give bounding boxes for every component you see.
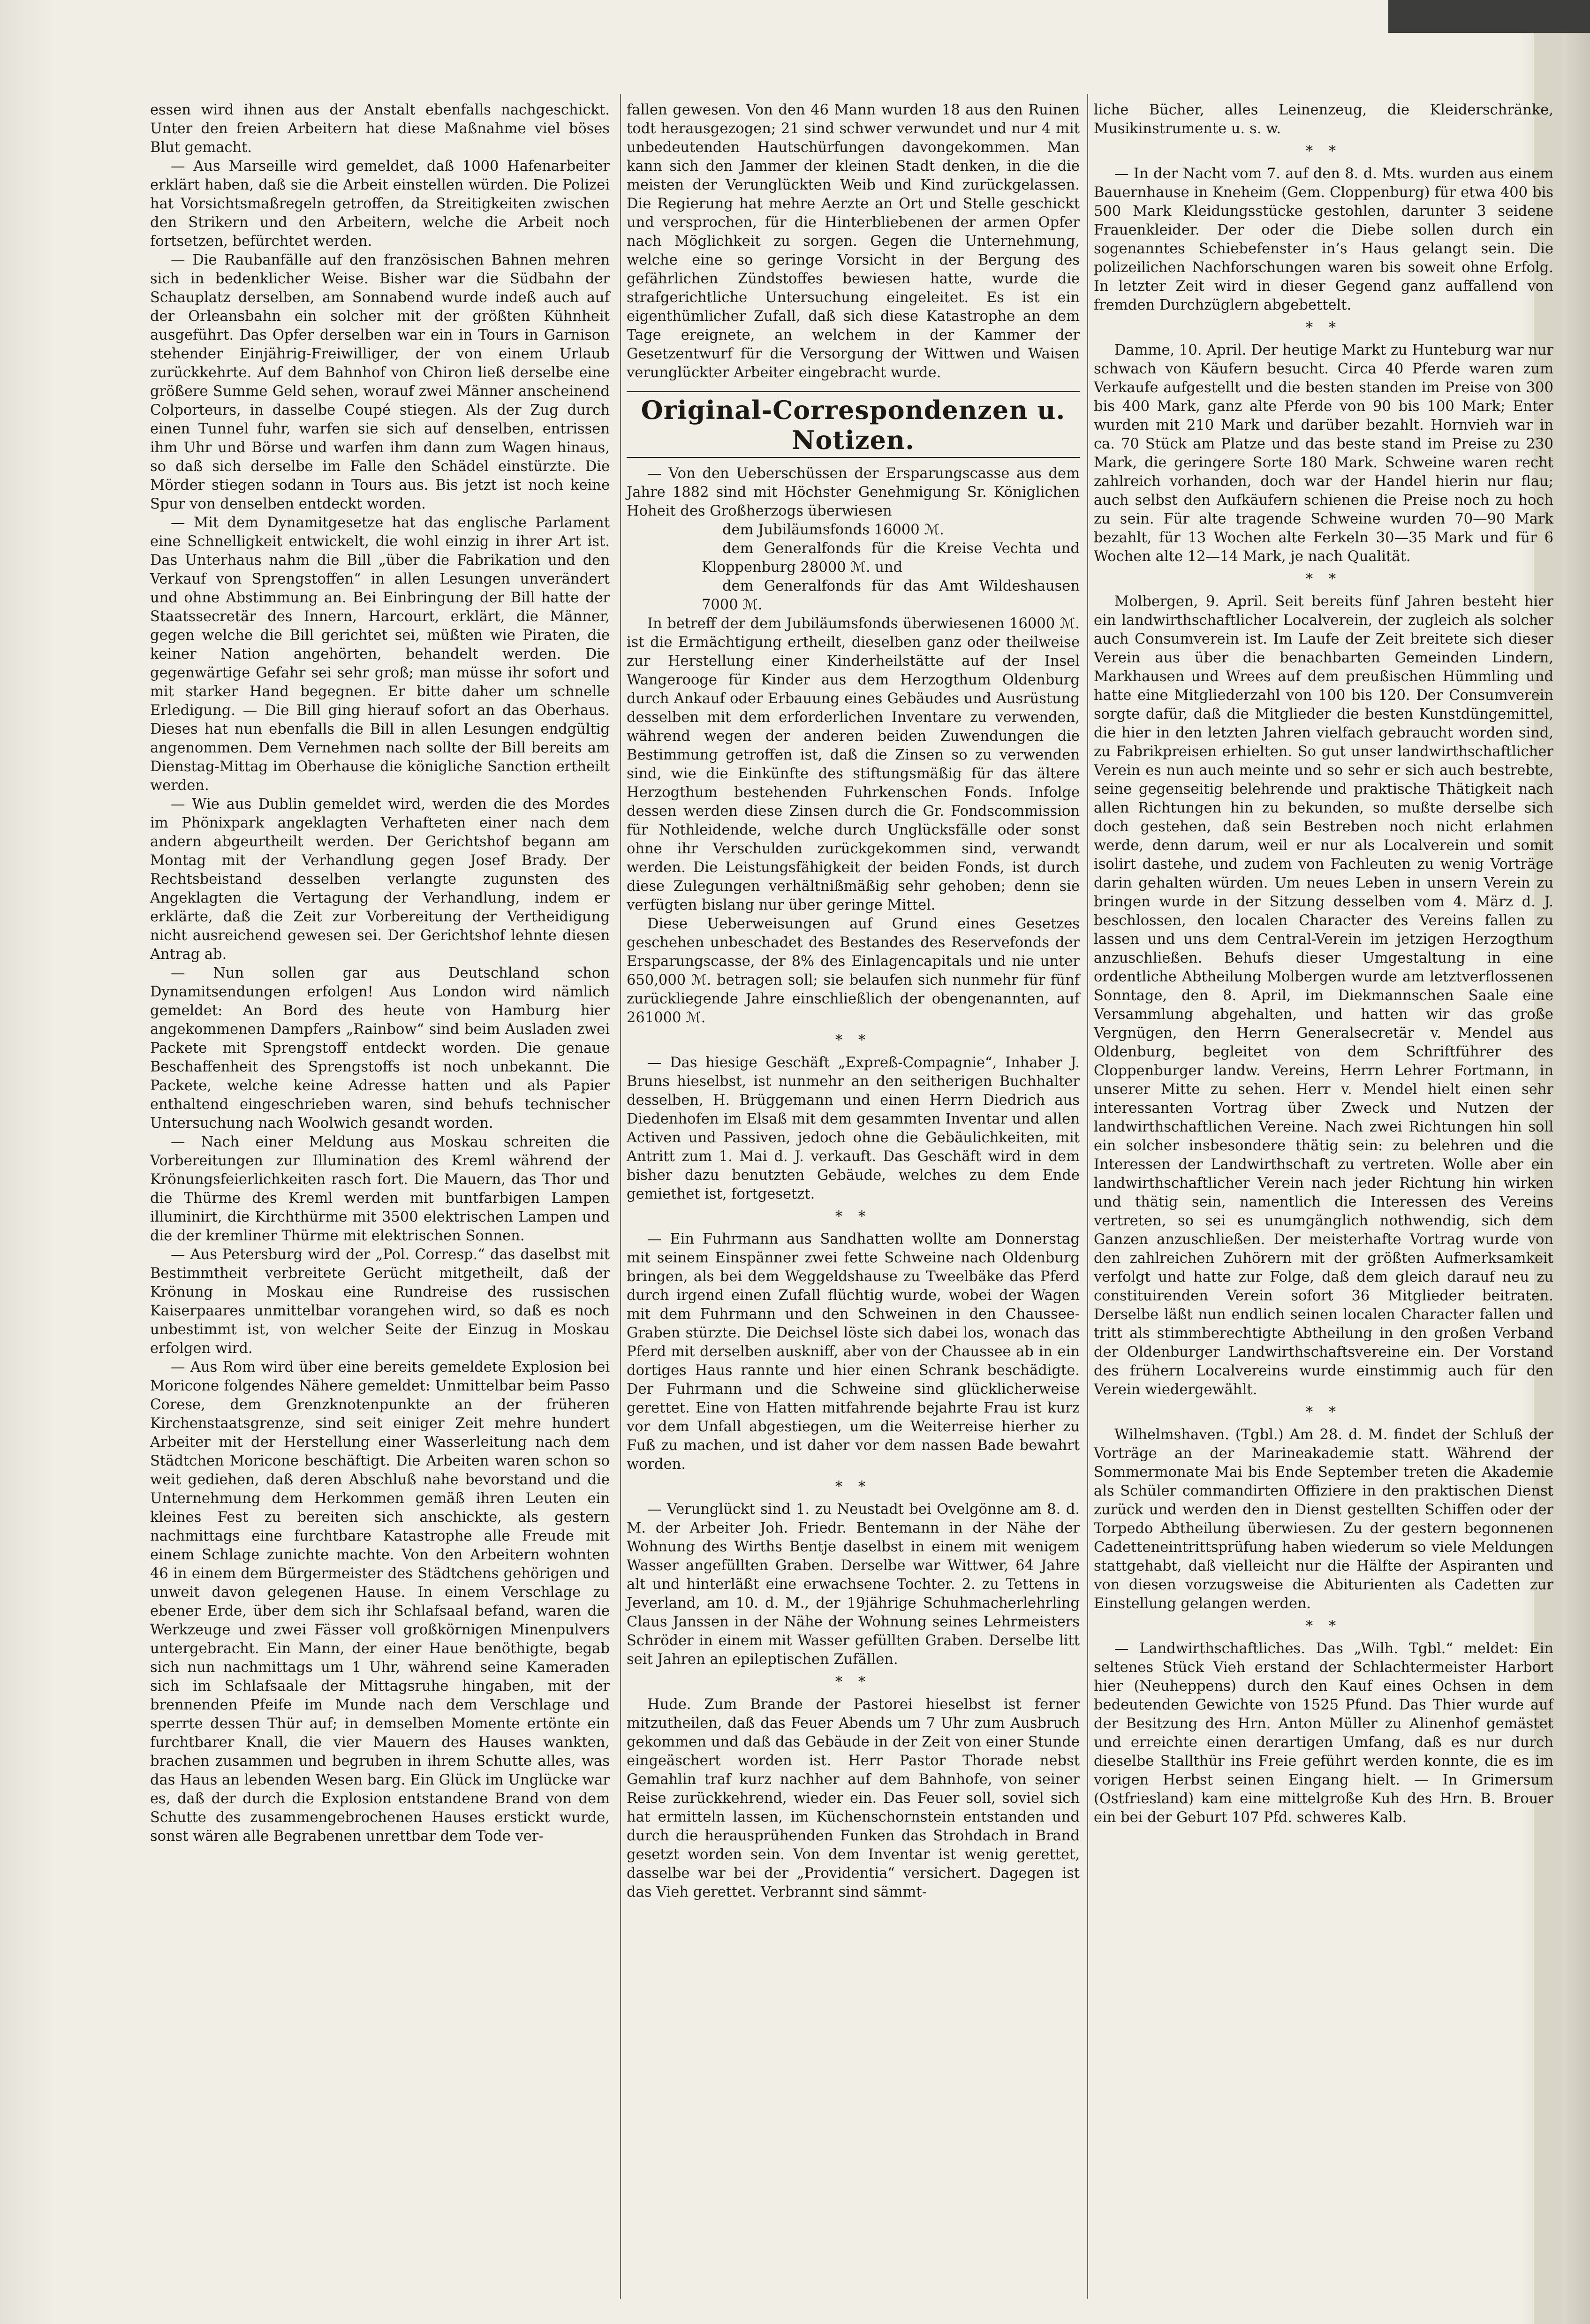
paragraph: Wilhelmshaven. (Tgbl.) Am 28. d. M. findet der Schluß der Vorträge an der Marineakademie statt. Während der Sommermonate Mai bis Ende September treten die Akademie als Schüler commandirten Offiziere in den praktischen Dienst zurück und werden den in Dienst gestellten Schiffen oder der Torpedo Abtheilung überwiesen. Zu der gestern begonnenen Cadetteneintrittsprüfung haben wiederum so viele Meldungen stattgehabt, daß vielleicht nur die Hälfte der Aspiranten und von diesen vorzugsweise die Abiturienten als Cadetten zur Einstellung gelangen werden. [1094, 1427, 1553, 1612]
separator: * * [1305, 571, 1342, 587]
heading-rule [627, 391, 1080, 392]
paragraph: — Mit dem Dynamitgesetze hat das englische Parlament eine Schnelligkeit entwickelt, die wohl einzig in ihrer Art ist. Das Unterhaus nahm die Bill „über die Fabrikation und den Verkauf von Sprengstoffen“ in allen Lesungen unverändert und ohne Abstimmung an. Bei Einbringung der Bill hatte der Staatssecretär des Innern, Harcourt, erklärt, die Männer, gegen welche die Bill gerichtet sei, müßten wie Piraten, die keiner Nation angehörten, behandelt werden. Die gegenwärtige Gefahr sei sehr groß; man müsse ihr sofort und mit starker Hand begegnen. Er bitte daher um schnelle Erledigung. — Die Bill ging hierauf sofort an das Oberhaus. Dieses hat nun ebenfalls die Bill in allen Lesungen endgültig angenommen. Dem Vernehmen nach sollte der Bill bereits am Dienstag-Mittag im Oberhause die königliche Sanction ertheilt werden. [150, 515, 610, 794]
paragraph: — Verunglückt sind 1. zu Neustadt bei Ovelgönne am 8. d. M. der Arbeiter Joh. Friedr. Bentemann in der Nähe der Wohnung des Wirths Bentje daselbst in einem mit wenigem Wasser angefüllten Graben. Derselbe war Wittwer, 64 Jahre alt und hinterläßt eine erwachsene Tochter. 2. zu Tettens in Jeverland, am 10. d. M., der 19jährige Schuhmacherlehrling Claus Janssen in der Nähe der Wohnung seines Lehrmeisters Schröder in einem mit Wasser gefüllten Graben. Derselbe litt seit Jahren an epileptischen Zufällen. [627, 1501, 1080, 1668]
paragraph: — Das hiesige Geschäft „Expreß-Compagnie“, Inhaber J. Bruns hieselbst, ist nunmehr an den seitherigen Buchhalter desselben, H. Brüggemann und einen Herrn Diedrich aus Diedenhofen im Elsaß mit dem gesammten Inventar und allen Activen und Passiven, jedoch ohne die Gebäulichkeiten, mit Antritt zum 1. Mai d. J. verkauft. Das Geschäft wird in dem bisher dazu benutzten Gebäude, welches zu dem Ende gemiethet ist, fortgesetzt. [627, 1055, 1080, 1202]
fund-line: dem Generalfonds für die Kreise Vechta und Kloppenburg 28000 ℳ. und [702, 540, 1080, 576]
paragraph: Molbergen, 9. April. Seit bereits fünf Jahren besteht hier ein landwirthschaftlicher Localverein, der zugleich als solcher auch Consumverein ist. Im Laufe der Zeit breitete sich dieser Verein aus über die benachbarten Gemeinden Lindern, Markhausen und Wrees auf dem preußischen Hümmling und hatte eine Mitgliederzahl von 100 bis 120. Der Consumverein sorgte dafür, daß die Mitglieder die besten Kunstdüngemittel, die hier in den letzten Jahren vielfach gebraucht worden sind, zu Fabrikpreisen erhielten. So gut unser landwirthschaftlicher Verein es nun auch meinte und so sehr er sich auch bestrebte, seine gegenseitig belehrende und praktische Thätigkeit nach allen Richtungen hin zu bekunden, so mußte derselbe sich doch gestehen, daß sein Bestreben noch nicht erlahmen werde, denn darum, weil er nur als Localverein und somit isolirt dastehe, und zudem von Fachleuten zu wenig Vorträge darin gehalten würden. Um neues Leben in unsern Verein zu bringen wurde in der Sitzung desselben vom 4. März d. J. beschlossen, den localen Character des Vereins fallen zu lassen und uns dem Central-Verein im jetzigen Herzogthum anzuschließen. Behufs dieser Umgestaltung in eine ordentliche Abtheilung Molbergen wurde am letztverflossenen Sonntage, den 8. April, im Diekmannschen Saale eine Versammlung abgehalten, und hatten wir das große Vergnügen, den Herrn Generalsecretär v. Mendel aus Oldenburg, begleitet von dem Schriftführer des Cloppenburger landw. Vereins, Herrn Lehrer Fortmann, in unserer Mitte zu sehen. Herr v. Mendel hielt einen sehr interessanten Vortrag über Zweck und Nutzen der landwirthschaftlichen Vereine. Nach zwei Richtungen hin soll ein solcher insbesondere thätig sein: zu belehren und die Interessen der Landwirthschaft zu vertreten. Wolle aber ein landwirthschaftlicher Verein nach jeder Richtung hin wirken und thätig sein, namentlich die Interessen des Vereins vertreten, so sei es unumgänglich nothwendig, sich dem Ganzen anzuschließen. Der meisterhafte Vortrag wurde von den zahlreichen Zuhörern mit der größten Aufmerksamkeit verfolgt und hatte zur Folge, daß dem gleich darauf neu zu constituirenden Verein sofort 36 Mitglieder beitraten. Derselbe läßt nun endlich seinen localen Character fallen und tritt als stimmberechtigte Abtheilung in den großen Verband der Oldenburger Landwirthschaftsvereine ein. Der Vorstand des frühern Localvereins wurde einstimmig auch für den Verein wiedergewählt. [1094, 593, 1553, 1398]
paragraph: fallen gewesen. Von den 46 Mann wurden 18 aus den Ruinen todt herausgezogen; 21 sind schwer verwundet und nur 4 mit unbedeutenden Hautschürfungen davongekommen. Man kann sich den Jammer der kleinen Stadt denken, in die die meisten der Verunglückten Weib und Kind zurückgelassen. Die Regierung hat mehre Aerzte an Ort und Stelle geschickt und versprochen, für die Hinterbliebenen der armen Opfer nach Möglichkeit zu sorgen. Gegen die Unternehmung, welche eine so geringe Vorsicht in der Bergung des gefährlichen Zündstoffes bewiesen hatte, wurde die strafgerichtliche Untersuchung eingeleitet. Es ist ein eigenthümlicher Zufall, daß sich diese Katastrophe an dem Tage ereignete, an welchem in der Kammer der Gesetzentwurf für die Versorgung der Wittwen und Waisen verunglückter Arbeiter eingebracht wurde. [627, 102, 1080, 381]
paragraph: Damme, 10. April. Der heutige Markt zu Hunteburg war nur schwach von Käufern besucht. Circa 40 Pferde waren zum Verkaufe aufgestellt und die besten standen im Preise von 300 bis 400 Mark, ganz alte Pferde von 90 bis 100 Mark; Enter wurden mit 210 Mark und darüber bezahlt. Hornvieh war in ca. 70 Stück am Platze und das beste stand im Preise zu 230 Mark, die geringere Sorte 180 Mark. Schweine waren recht zahlreich vorhanden, doch war der Handel hierin nur flau; auch selbst den Aufkäufern schienen die Preise noch zu hoch zu sein. Für alte tragende Schweine wurden 70—90 Mark bezahlt, für 13 Wochen alte Ferkeln 30—35 Mark und für 6 Wochen alte 12—14 Mark, je nach Qualität. [1094, 342, 1553, 565]
paragraph: liche Bücher, alles Leinenzeug, die Kleiderschränke, Musikinstrumente u. s. w. [1094, 102, 1553, 137]
paragraph: — Nun sollen gar aus Deutschland schon Dynamitsendungen erfolgen! Aus London wird nämlich gemeldet: An Bord des heute von Hamburg hier angekommenen Dampfers „Rainbow“ sind beim Ausladen zwei Packete mit Sprengstoff entdeckt worden. Die genaue Beschaffenheit des Sprengstoffs ist noch unbekannt. Die Packete, welche keine Adresse hatten und als Papier enthaltend eingeschrieben waren, sind behufs technischer Untersuchung nach Woolwich gesandt worden. [150, 965, 610, 1132]
separator: * * [1305, 1618, 1342, 1634]
paragraph: — Nach einer Meldung aus Moskau schreiten die Vorbereitungen zur Illumination des Kreml während der Krönungsfeierlichkeiten rasch fort. Die Mauern, das Thor und die Thürme des Kreml werden mit buntfarbigen Lampen illuminirt, die Kirchthürme mit 3500 elektrischen Lampen und die der kremliner Thürme mit elektrischen Sonnen. [150, 1134, 610, 1244]
paragraph: — Aus Rom wird über eine bereits gemeldete Explosion bei Moricone folgendes Nähere gemeldet: Unmittelbar beim Passo Corese, dem Grenzknotenpunkte an der früheren Kirchenstaatsgrenze, sind seit einiger Zeit mehre hundert Arbeiter mit der Herstellung einer Wasserleitung nach dem Städtchen Moricone beschäftigt. Die Arbeiten waren schon so weit gediehen, daß deren Abschluß nahe bevorstand und die Unternehmung dem Herkommen gemäß ihren Leuten ein kleines Fest zu bereiten sich anschickte, als gestern nachmittags eine furchtbare Katastrophe alle Freude mit einem Schlage zunichte machte. Von den Arbeitern wohnten 46 in einem dem Bürgermeister des Städtchens gehörigen und unweit davon gelegenen Hause. In einem Verschlage zu ebener Erde, über dem sich ihr Schlafsaal befand, waren die Werkzeuge und zwei Fässer voll großkörnigen Minenpulvers untergebracht. Ein Mann, der einer Haue benöthigte, begab sich nun nachmittags um 1 Uhr, während seine Kameraden sich im Schlafsaale der Mittagsruhe hingaben, mit der brennenden Pfeife im Munde nach dem Verschlage und sperrte dessen Thür auf; in demselben Momente ertönte ein furchtbarer Knall, die vier Mauern des Hauses wankten, brachen zusammen und begruben in ihrem Schutte alles, was das Haus an lebenden Wesen barg. Ein Glück im Unglücke war es, daß der durch die Explosion entstandene Brand von dem Schutte des zusammengebrochenen Hauses erstickt wurde, sonst wären alle Begrabenen unrettbar dem Tode ver- [150, 1359, 610, 1845]
paragraph: essen wird ihnen aus der Anstalt ebenfalls nachgeschickt. Unter den freien Arbeitern hat diese Maßnahme viel böses Blut gemacht. [150, 102, 610, 156]
fund-line: dem Generalfonds für das Amt Wildeshausen 7000 ℳ. [702, 578, 1080, 613]
column-2 [627, 101, 1080, 1902]
scan-corner [1388, 0, 1590, 33]
separator: * * [835, 1479, 871, 1495]
column-1 [150, 101, 610, 1846]
separator: * * [1305, 1404, 1342, 1420]
paragraph: — Wie aus Dublin gemeldet wird, werden die des Mordes im Phönixpark angeklagten Verhafteten einer nach dem andern abgeurtheilt werden. Der Gerichtshof begann am Montag mit der Verhandlung gegen Josef Brady. Der Rechtsbeistand desselben verlangte zugunsten des Angeklagten die Vertagung der Verhandlung, indem er erklärte, daß die Zeit zur Vorbereitung der Vertheidigung nicht ausreichend gewesen sei. Der Gerichtshof lehnte diesen Antrag ab. [150, 796, 610, 963]
paragraph: Diese Ueberweisungen auf Grund eines Gesetzes geschehen unbeschadet des Bestandes des Reservefonds der Ersparungscasse, der 8% des Einlagencapitals und nie unter 650,000 ℳ. betragen soll; sie belaufen sich nunmehr für fünf zurückliegende Jahre einschließlich der obengenannten, auf 261000 ℳ. [627, 916, 1080, 1026]
separator: * * [835, 1674, 871, 1690]
paragraph: — In der Nacht vom 7. auf den 8. d. Mts. wurden aus einem Bauernhause in Kneheim (Gem. Cloppenburg) für etwa 400 bis 500 Mark Kleidungsstücke gestohlen, darunter 3 seidene Frauenkleider. Der oder die Diebe sollen durch ein sogenanntes Schiebefenster in’s Haus gelangt sein. Die polizeilichen Nachforschungen waren bis soweit ohne Erfolg. In letzter Zeit wird in dieser Gegend ganz auffallend von fremden Durchzüglern abgebettelt. [1094, 166, 1553, 313]
paragraph: — Landwirthschaftliches. Das „Wilh. Tgbl.“ meldet: Ein seltenes Stück Vieh erstand der Schlachtermeister Harbort hier (Neuheppens) durch den Kauf eines Ochsen in dem bedeutenden Gewichte von 1525 Pfund. Das Thier wurde auf der Besitzung des Hrn. Anton Müller zu Alinenhof gemästet und erreichte einen derartigen Umfang, daß es nur durch dieselbe Stallthür ins Freie geführt werden konnte, die es im vorigen Herbst seinen Eingang hielt. — In Grimersum (Ostfriesland) kam eine mittelgroße Kuh des Hrn. B. Brouer ein bei der Geburt 107 Pfd. schweres Kalb. [1094, 1640, 1553, 1826]
paragraph: — Die Raubanfälle auf den französischen Bahnen mehren sich in bedenklicher Weise. Bisher war die Südbahn der Schauplatz derselben, am Sonnabend wurde indeß auch auf der Orleansbahn ein solcher mit der größten Kühnheit ausgeführt. Das Opfer derselben war ein in Tours in Garnison stehender Einjährig-Freiwilliger, der von einem Urlaub zurückkehrte. Auf dem Bahnhof von Chiron ließ derselbe eine größere Summe Geld sehen, worauf zwei Männer anscheinend Colporteurs, in dasselbe Coupé stiegen. Als der Zug durch einen Tunnel fuhr, warfen sie sich auf denselben, entrissen ihm Uhr und Börse und warfen ihm dann zum Wagen hinaus, so daß sich derselbe im Falle den Schädel einstürzte. Die Mörder stiegen sodann in Tours aus. Bis jetzt ist noch keine Spur von denselben entdeckt worden. [150, 252, 610, 512]
column-rule [620, 94, 621, 2299]
separator: * * [835, 1208, 871, 1225]
column-3 [1094, 101, 1553, 1827]
fund-line: dem Jubiläumsfonds 16000 ℳ. [722, 522, 944, 538]
heading-rule [627, 457, 1080, 458]
paragraph: — Ein Fuhrmann aus Sandhatten wollte am Donnerstag mit seinem Einspänner zwei fette Schweine nach Oldenburg bringen, als bei dem Weggeldshause zu Tweelbäke das Pferd durch irgend einen Zufall flüchtig wurde, wobei der Wagen mit dem Fuhrmann und den Schweinen in den Chaussee-Graben stürzte. Die Deichsel löste sich dabei los, wonach das Pferd mit derselben auskniff, aber von der Chaussee ab in ein dortiges Haus rannte und hier einen Schrank beschädigte. Der Fuhrmann und die Schweine sind glücklicherweise gerettet. Eine von Hatten mitfahrende bejahrte Frau ist kurz vor dem Unfall abgestiegen, um die Weiterreise hierher zu Fuß zu machen, und ist daher vor dem nassen Bade bewahrt worden. [627, 1231, 1080, 1473]
paragraph: — Aus Petersburg wird der „Pol. Corresp.“ das daselbst mit Bestimmtheit verbreitete Gerücht mitgetheilt, daß der Krönung in Moskau eine Rundreise des russischen Kaiserpaares unmittelbar vorangehen wird, so daß es noch unbestimmt ist, von welcher Seite der Einzug in Moskau erfolgen wird. [150, 1246, 610, 1357]
separator: * * [835, 1032, 871, 1048]
separator: * * [1305, 319, 1342, 336]
paragraph: — Von den Ueberschüssen der Ersparungscasse aus dem Jahre 1882 sind mit Höchster Genehmigung Sr. Königlichen Hoheit des Großherzogs überwiesen [627, 465, 1080, 519]
separator: * * [1305, 143, 1342, 159]
paragraph: In betreff der dem Jubiläumsfonds überwiesenen 16000 ℳ. ist die Ermächtigung ertheilt, dieselben ganz oder theilweise zur Herstellung einer Kinderheilstätte auf der Insel Wangerooge für Kinder aus dem Herzogthum Oldenburg durch Ankauf oder Erbauung eines Gebäudes und Ausrüstung desselben mit dem erforderlichen Inventare zu verwenden, während wegen der anderen beiden Zuwendungen die Bestimmung getroffen ist, daß die Zinsen so zu verwenden sind, wie die Einkünfte des stiftungsmäßig für das ältere Herzogthum bestehenden Fuhrkenschen Fonds. Infolge dessen werden diese Zinsen durch die Gr. Fondscommission für Nothleidende, welche durch Unglücksfälle oder sonst ohne ihr Verschulden zurückgekommen sind, verwandt werden. Die Leistungsfähigkeit der beiden Fonds, ist durch diese Zulegungen verhältnißmäßig sehr gehoben; denn sie verfügten bislang nur über geringe Mittel. [627, 615, 1080, 913]
paragraph: — Aus Marseille wird gemeldet, daß 1000 Hafenarbeiter erklärt haben, daß sie die Arbeit einstellen würden. Die Polizei hat Vorsichtsmaßregeln getroffen, da Streitigkeiten zwischen den Strikern und den Arbeitern, welche die Arbeit noch fortsetzen, befürchtet werden. [150, 158, 610, 250]
paragraph: Hude. Zum Brande der Pastorei hieselbst ist ferner mitzutheilen, daß das Feuer Abends um 7 Uhr zum Ausbruch gekommen und daß das Gebäude in der Zeit von einer Stunde eingeäschert worden ist. Herr Pastor Thorade nebst Gemahlin traf kurz nachher auf dem Bahnhofe, von seiner Reise zurückkehrend, wieder ein. Das Feuer soll, soviel sich hat ermitteln lassen, im Küchenschornstein entstanden und durch die herausprühenden Funken das Strohdach in Brand gesetzt worden sein. Von dem Inventar ist wenig gerettet, dasselbe war bei der „Providentia“ versichert. Dagegen ist das Vieh gerettet. Verbrannt sind sämmt- [627, 1696, 1080, 1900]
section-heading: Original-Correspondenzen u. Notizen. [641, 395, 1066, 455]
column-rule [1087, 94, 1088, 2299]
